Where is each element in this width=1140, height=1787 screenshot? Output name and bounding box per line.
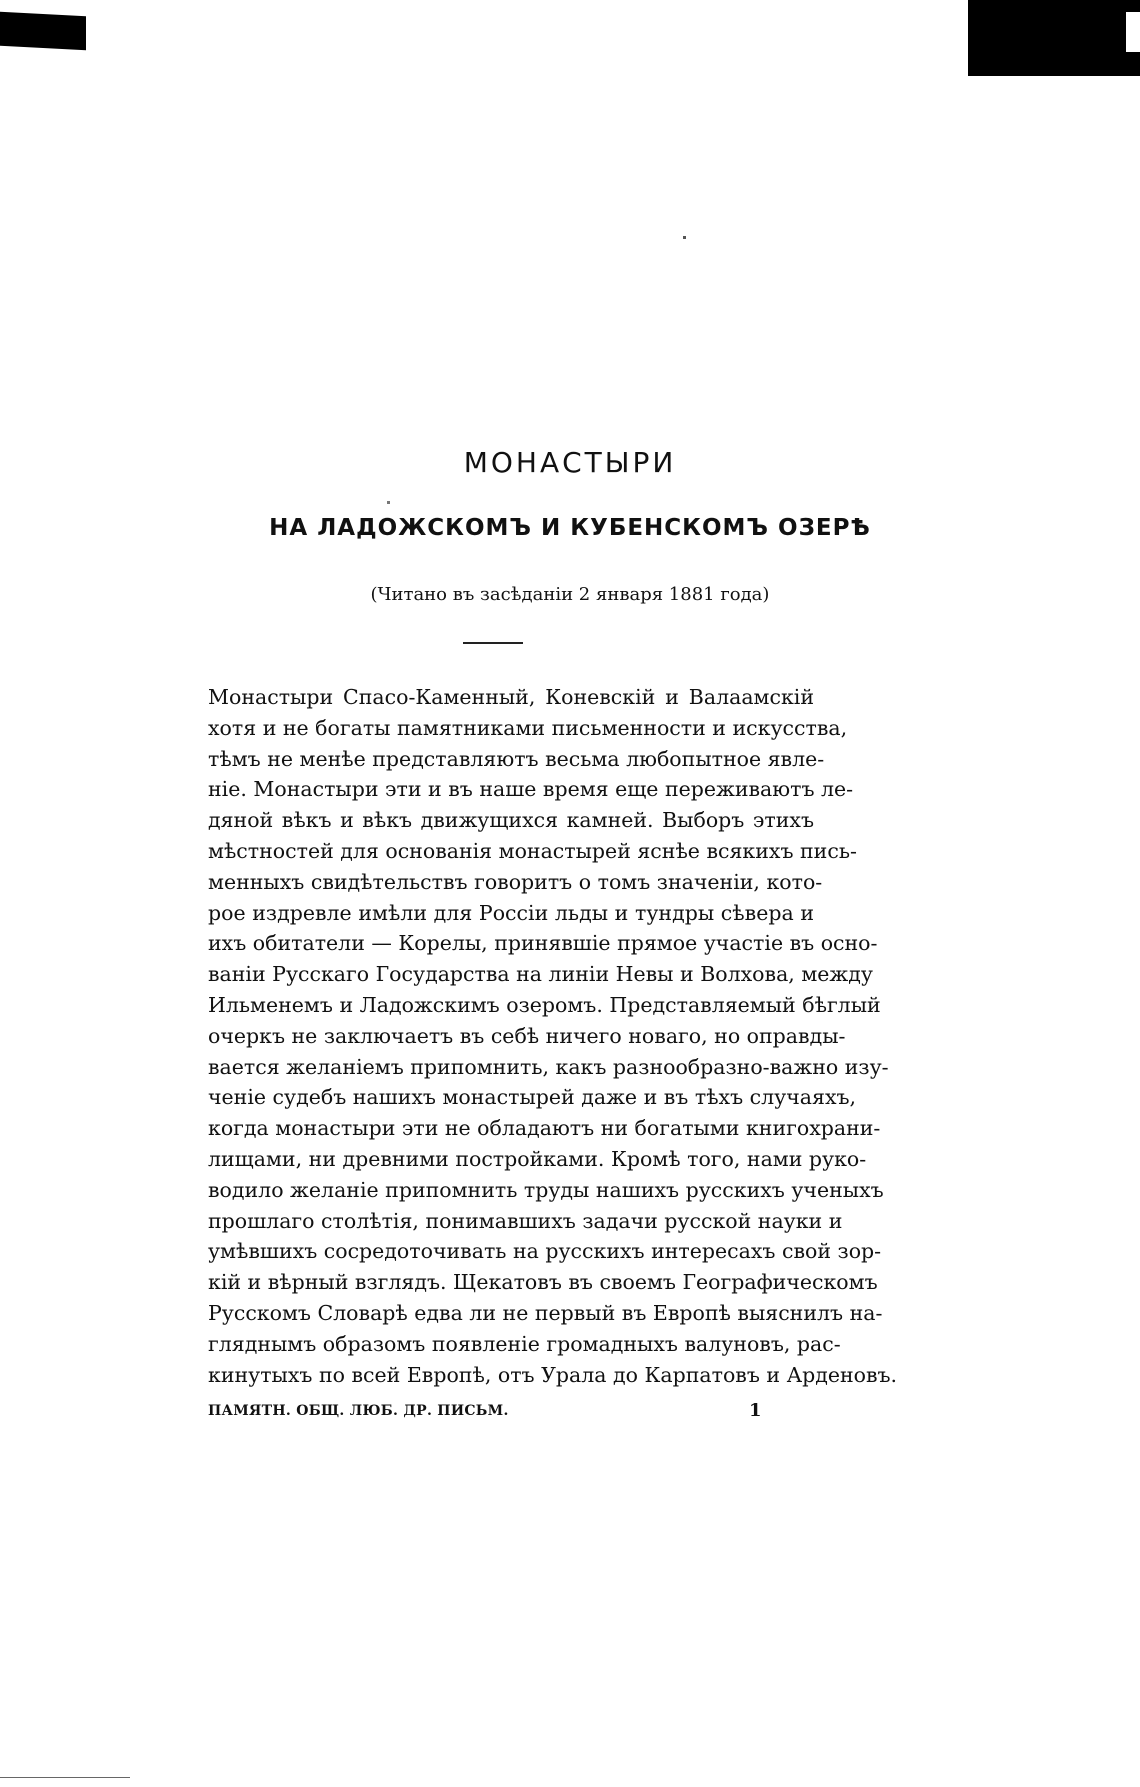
scan-speck [683, 236, 686, 239]
text-line: рое издревле имѣли для Россіи льды и тундры сѣвера и [208, 900, 814, 925]
text-line: менныхъ свидѣтельствъ говоритъ о томъ значеніи, кото- [208, 869, 823, 894]
text-line: водило желаніе припомнить труды нашихъ русскихъ ученыхъ [208, 1177, 884, 1202]
text-line: хотя и не богаты памятниками письменности и искусства, [208, 715, 848, 740]
text-line: прошлаго столѣтія, понимавшихъ задачи русской науки и [208, 1208, 843, 1233]
body-paragraph [208, 682, 898, 1390]
text-line: когда монастыри эти не обладаютъ ни богатыми книгохрани- [208, 1116, 881, 1141]
read-note: (Читано въ засѣданіи 2 января 1881 года) [370, 584, 770, 605]
text-line: ваніи Русскаго Государства на линіи Невы и Волхова, между [208, 962, 873, 987]
scan-speck [387, 501, 390, 504]
scan-edge-line [0, 1777, 130, 1778]
page-footer [208, 1400, 814, 1427]
scan-artifact-left [0, 12, 86, 51]
text-line: гляднымъ образомъ появленіе громадныхъ валуновъ, рас- [208, 1331, 841, 1356]
text-line: мѣстностей для основанія монастырей яснѣе всякихъ пись- [208, 838, 857, 863]
signature-mark: ПАМЯТН. ОБЩ. ЛЮБ. ДР. ПИСЬМ. [208, 1403, 509, 1419]
text-line: ихъ обитатели — Корелы, принявшіе прямое участіе въ осно- [208, 931, 878, 956]
scan-artifact-right [968, 0, 1140, 76]
text-line: ченіе судебъ нашихъ монастырей даже и въ тѣхъ случаяхъ, [208, 1085, 857, 1110]
page-number: 1 [749, 1400, 762, 1421]
text-line: дяной вѣкъ и вѣкъ движущихся камней. Выборъ этихъ [208, 808, 814, 833]
text-line: кинутыхъ по всей Европѣ, отъ Урала до Карпатовъ и Арденовъ. [208, 1362, 898, 1387]
text-line: Ильменемъ и Ладожскимъ озеромъ. Представляемый бѣглый [208, 992, 881, 1017]
page-subtitle: НА ЛАДОЖСКОМЪ И КУБЕНСКОМЪ ОЗЕРѢ [269, 515, 871, 541]
text-line: кій и вѣрный взглядъ. Щекатовъ въ своемъ Географическомъ [208, 1270, 878, 1295]
text-line: тѣмъ не менѣе представляютъ весьма любопытное явле- [208, 746, 825, 771]
scan-artifact-right-notch [1126, 12, 1140, 52]
text-line: очеркъ не заключаетъ въ себѣ ничего новаго, но оправды- [208, 1023, 846, 1048]
text-line: ніе. Монастыри эти и въ наше время еще переживаютъ ле- [208, 777, 854, 802]
text-line: вается желаніемъ припомнить, какъ разнообразно-важно изу- [208, 1054, 889, 1079]
page-title: МОНАСТЫРИ [463, 446, 677, 479]
text-line: Русскомъ Словарѣ едва ли не первый въ Европѣ выяснилъ на- [208, 1300, 883, 1325]
text-line: умѣвшихъ сосредоточивать на русскихъ интересахъ свой зор- [208, 1239, 882, 1264]
title-rule [463, 642, 523, 644]
text-line: лищами, ни древними постройками. Кромѣ того, нами руко- [208, 1146, 867, 1171]
text-line: Монастыри Спасо-Каменный, Коневскій и Валаамскій [208, 685, 814, 709]
